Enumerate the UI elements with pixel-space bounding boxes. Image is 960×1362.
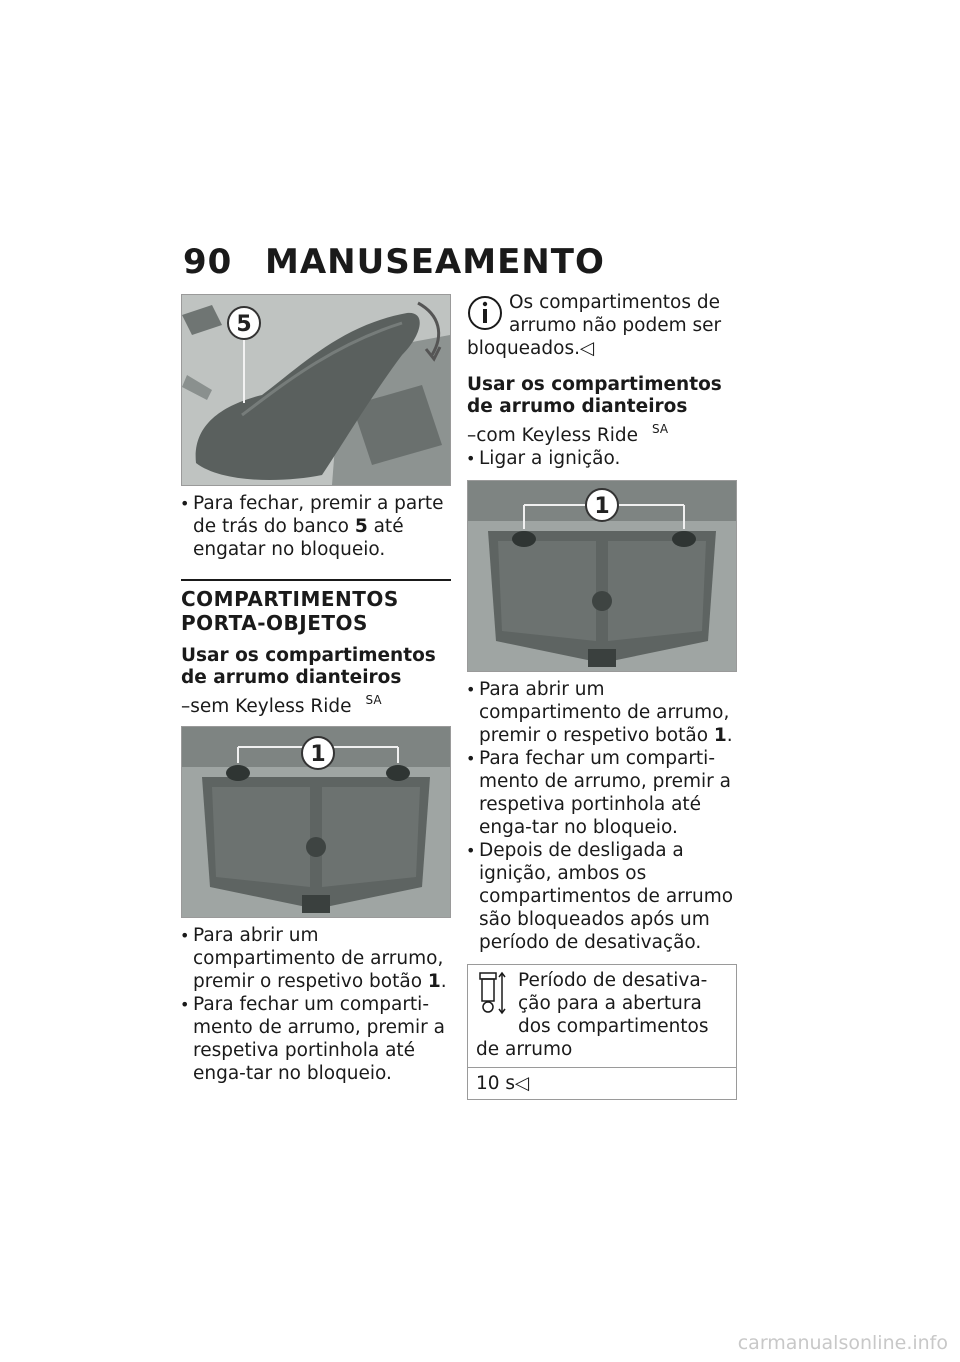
subsection-title: Usar os compartimentos de arrumo dianteiros	[181, 645, 436, 688]
seat-figure	[181, 294, 451, 486]
list-item: • Ligar a ignição.	[467, 447, 739, 470]
page-number: 90	[183, 242, 233, 282]
spec-value: 10 s◁	[476, 1073, 530, 1094]
storage-callout-left-label: 1	[310, 742, 326, 767]
info-note: Os compartimentos de arrumo não podem ser bloqueados.◁	[467, 292, 722, 359]
seat-bullet-list	[181, 492, 451, 561]
sa-badge-right: SA	[651, 422, 669, 436]
section-title: COMPARTIMENTOS PORTA-OBJETOS	[181, 579, 451, 635]
subsection-title-right: Usar os compartimentos de arrumo dianteiros	[467, 374, 722, 417]
info-icon	[467, 291, 503, 337]
list-item: • Depois de desligada a ignição, ambos os compartimentos de arrumo são bloqueados após um período de desativação.	[467, 839, 739, 954]
storage-illustration-right	[468, 481, 736, 671]
ignition-bullet	[467, 447, 739, 470]
spec-table	[467, 964, 737, 1100]
sa-badge: SA	[365, 693, 382, 707]
page-header	[183, 242, 605, 282]
list-item: • Para abrir um compartimento de arrumo, premir o respetivo botão 1.	[467, 678, 739, 747]
list-item: • Para fechar um comparti-mento de arrumo, premir a respetiva portinhola até enga-tar no bloqueio.	[467, 747, 739, 839]
left-bullet-list	[181, 924, 451, 1085]
list-item: • Para abrir um compartimento de arrumo, premir o respetivo botão 1.	[181, 924, 451, 993]
storage-callout-right-label: 1	[594, 494, 610, 519]
storage-illustration-left	[182, 727, 450, 917]
seat-illustration	[182, 295, 450, 485]
list-item: • Para fechar, premir a parte de trás do banco 5 até engatar no bloqueio.	[181, 492, 451, 561]
storage-figure-right	[467, 480, 737, 672]
right-column	[467, 291, 739, 1100]
spec-label-row	[468, 965, 736, 1068]
timer-spec-icon	[476, 969, 510, 1017]
condition-line: –sem Keyless Ride $^{SA}$	[181, 693, 382, 717]
watermark: carmanualsonline.info	[737, 1332, 948, 1354]
condition-line-right: –com Keyless Ride $^{SA}$	[467, 422, 669, 446]
spec-label: Período de desativa-ção para a abertura dos compartimentos de arrumo	[476, 970, 709, 1060]
storage-figure-left	[181, 726, 451, 918]
right-bullet-list	[467, 678, 739, 954]
list-item: • Para fechar um comparti-mento de arrumo, premir a respetiva portinhola até enga-tar no bloqueio.	[181, 993, 451, 1085]
page-title: MANUSEAMENTO	[265, 242, 605, 282]
left-column	[181, 294, 451, 1085]
seat-callout-label: 5	[236, 312, 252, 337]
